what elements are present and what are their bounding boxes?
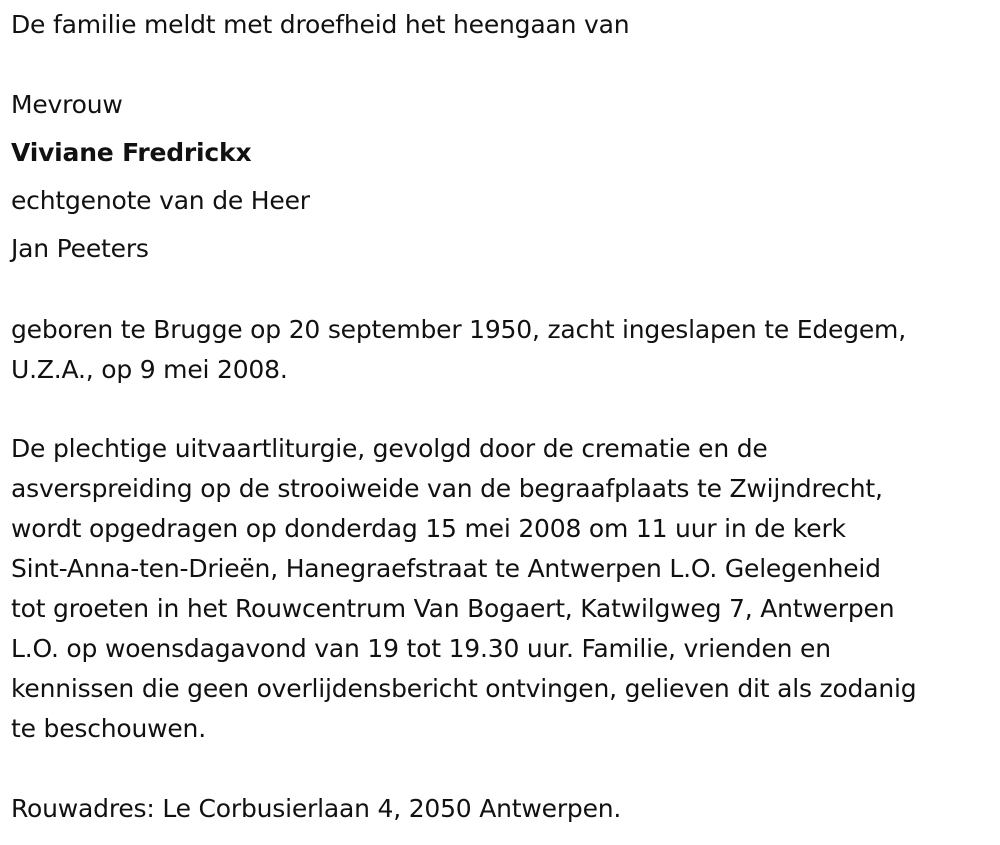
- birth-death-line: geboren te Brugge op 20 september 1950, zacht ingeslapen te Edegem,: [11, 315, 906, 344]
- deceased-name: Viviane Fredrickx: [11, 138, 252, 167]
- spouse-name: Jan Peeters: [11, 234, 149, 263]
- relation-text: echtgenote van de Heer: [11, 186, 310, 215]
- ceremony-line: Sint-Anna-ten-Drieën, Hanegraefstraat te Antwerpen L.O. Gelegenheid: [11, 554, 881, 583]
- ceremony-paragraph: [11, 429, 991, 749]
- ceremony-line: wordt opgedragen op donderdag 15 mei 2008 om 11 uur in de kerk: [11, 514, 846, 543]
- intro-text: De familie meldt met droefheid het heengaan van: [11, 10, 630, 39]
- salutation: Mevrouw: [11, 90, 123, 119]
- ceremony-line: te beschouwen.: [11, 714, 206, 743]
- ceremony-line: L.O. op woensdagavond van 19 tot 19.30 uur. Familie, vrienden en: [11, 634, 831, 663]
- ceremony-line: De plechtige uitvaartliturgie, gevolgd door de crematie en de: [11, 434, 768, 463]
- ceremony-line: tot groeten in het Rouwcentrum Van Bogaert, Katwilgweg 7, Antwerpen: [11, 594, 895, 623]
- birth-death-paragraph: [11, 310, 991, 390]
- mourning-address: Rouwadres: Le Corbusierlaan 4, 2050 Antwerpen.: [11, 794, 622, 823]
- ceremony-line: kennissen die geen overlijdensbericht ontvingen, gelieven dit als zodanig: [11, 674, 917, 703]
- ceremony-line: asverspreiding op de strooiweide van de begraafplaats te Zwijndrecht,: [11, 474, 883, 503]
- birth-death-line: U.Z.A., op 9 mei 2008.: [11, 355, 288, 384]
